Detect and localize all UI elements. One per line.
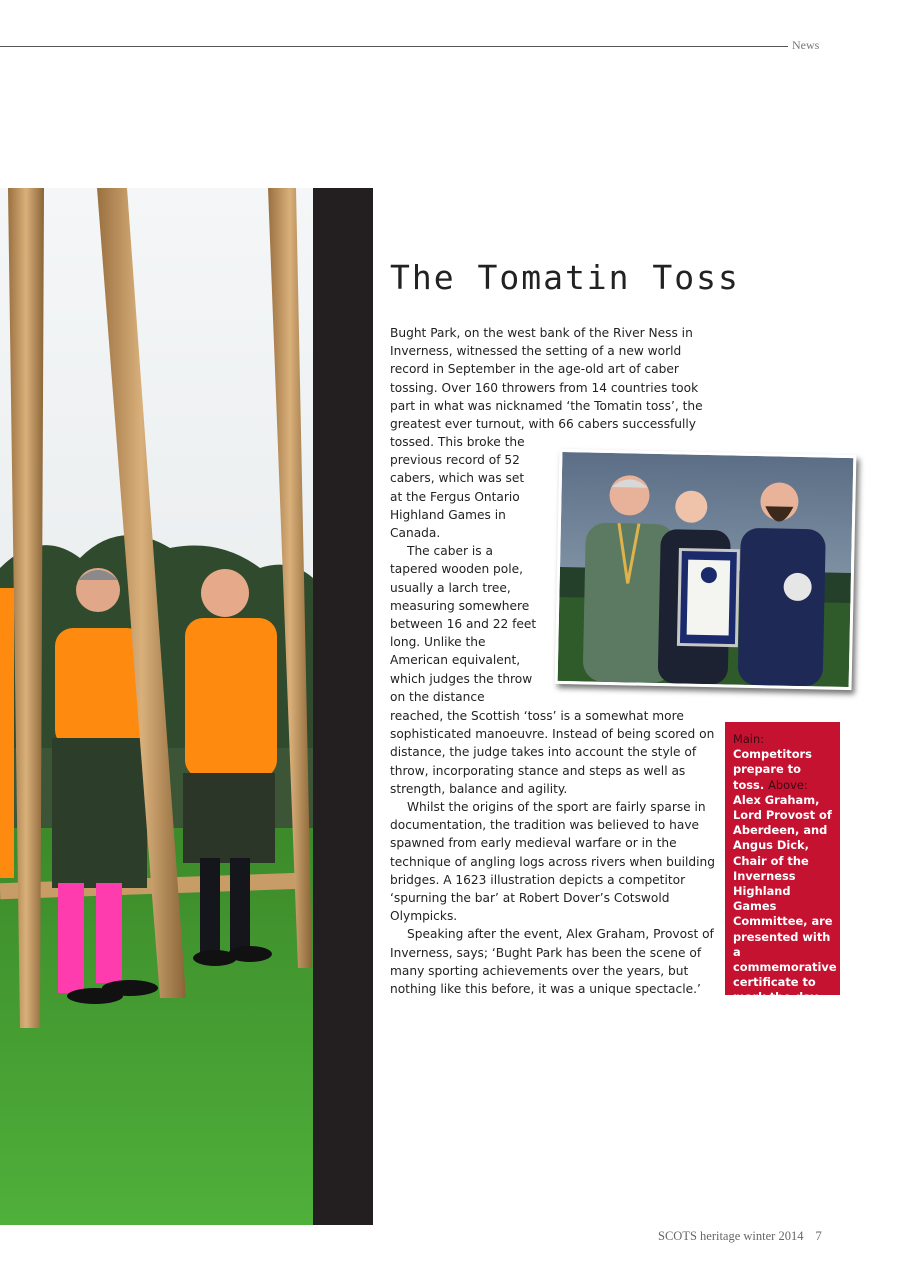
narrow-column	[390, 433, 540, 706]
section-label: News	[792, 38, 820, 52]
footer-page-number: 7	[815, 1229, 822, 1243]
article-paragraph-1-continued: tossed. This broke the previous record of 52 cabers, which was set at the Fergus Ontario Highland Games in Canada.	[390, 435, 525, 541]
caption-main-label: Main:	[733, 732, 765, 746]
caption-above-text: Alex Graham, Lord Provost of Aberdeen, and Angus Dick, Chair of the Inverness Highland Games Committee, are presented with a commemorative certificate to mark the day by Jack Brockbank, from Guinness World Records.	[733, 792, 837, 1066]
article-paragraph-2-continued: reached, the Scottish ‘toss’ is a somewhat more sophisticated manoeuvre. Instead of being scored on distance, the judge takes into account the style of throw, incorporating stance and steps as well as strength, balance and agility.	[390, 709, 715, 796]
article-paragraph-1: Bught Park, on the west bank of the River Ness in Inverness, witnessed the setting of a new world record in September in the age-old art of caber tossing. Over 160 throwers from 14 countries took part in what was nicknamed ‘the Tomatin toss’, the greatest ever turnout, with 66 cabers successfully	[390, 326, 703, 432]
page-footer	[658, 1229, 822, 1244]
black-bar	[313, 188, 373, 1225]
article-title: The Tomatin Toss	[390, 258, 740, 297]
photo-caption	[725, 722, 840, 1066]
header-rule	[0, 46, 788, 47]
article-paragraph-4: Speaking after the event, Alex Graham, Provost of Inverness, says; ‘Bught Park has been the scene of many sporting achievements over the years, but nothing like this before, it was a unique spectacle.’	[390, 927, 714, 997]
article-paragraph-3: Whilst the origins of the sport are fairly sparse in documentation, the tradition was believed to have spawned from early medieval warfare or in the technique of angling logs across rivers when building bridges. A 1623 illustration depicts a competitor ‘spurning the bar’ at Robert Dover’s Cotswold Olympicks.	[390, 800, 715, 924]
caption-above-label: Above:	[768, 777, 808, 792]
footer-publication: SCOTS heritage winter 2014	[658, 1229, 804, 1243]
main-photo	[0, 188, 313, 1225]
bottom-column	[390, 707, 720, 998]
caption-main-text: Competitors prepare to toss.	[733, 747, 812, 792]
article-paragraph-2: The caber is a tapered wooden pole, usually a larch tree, measuring somewhere between 16 and 22 feet long. Unlike the American equivalent, which judges the throw on the distance	[390, 544, 537, 704]
inset-photo	[555, 449, 857, 690]
